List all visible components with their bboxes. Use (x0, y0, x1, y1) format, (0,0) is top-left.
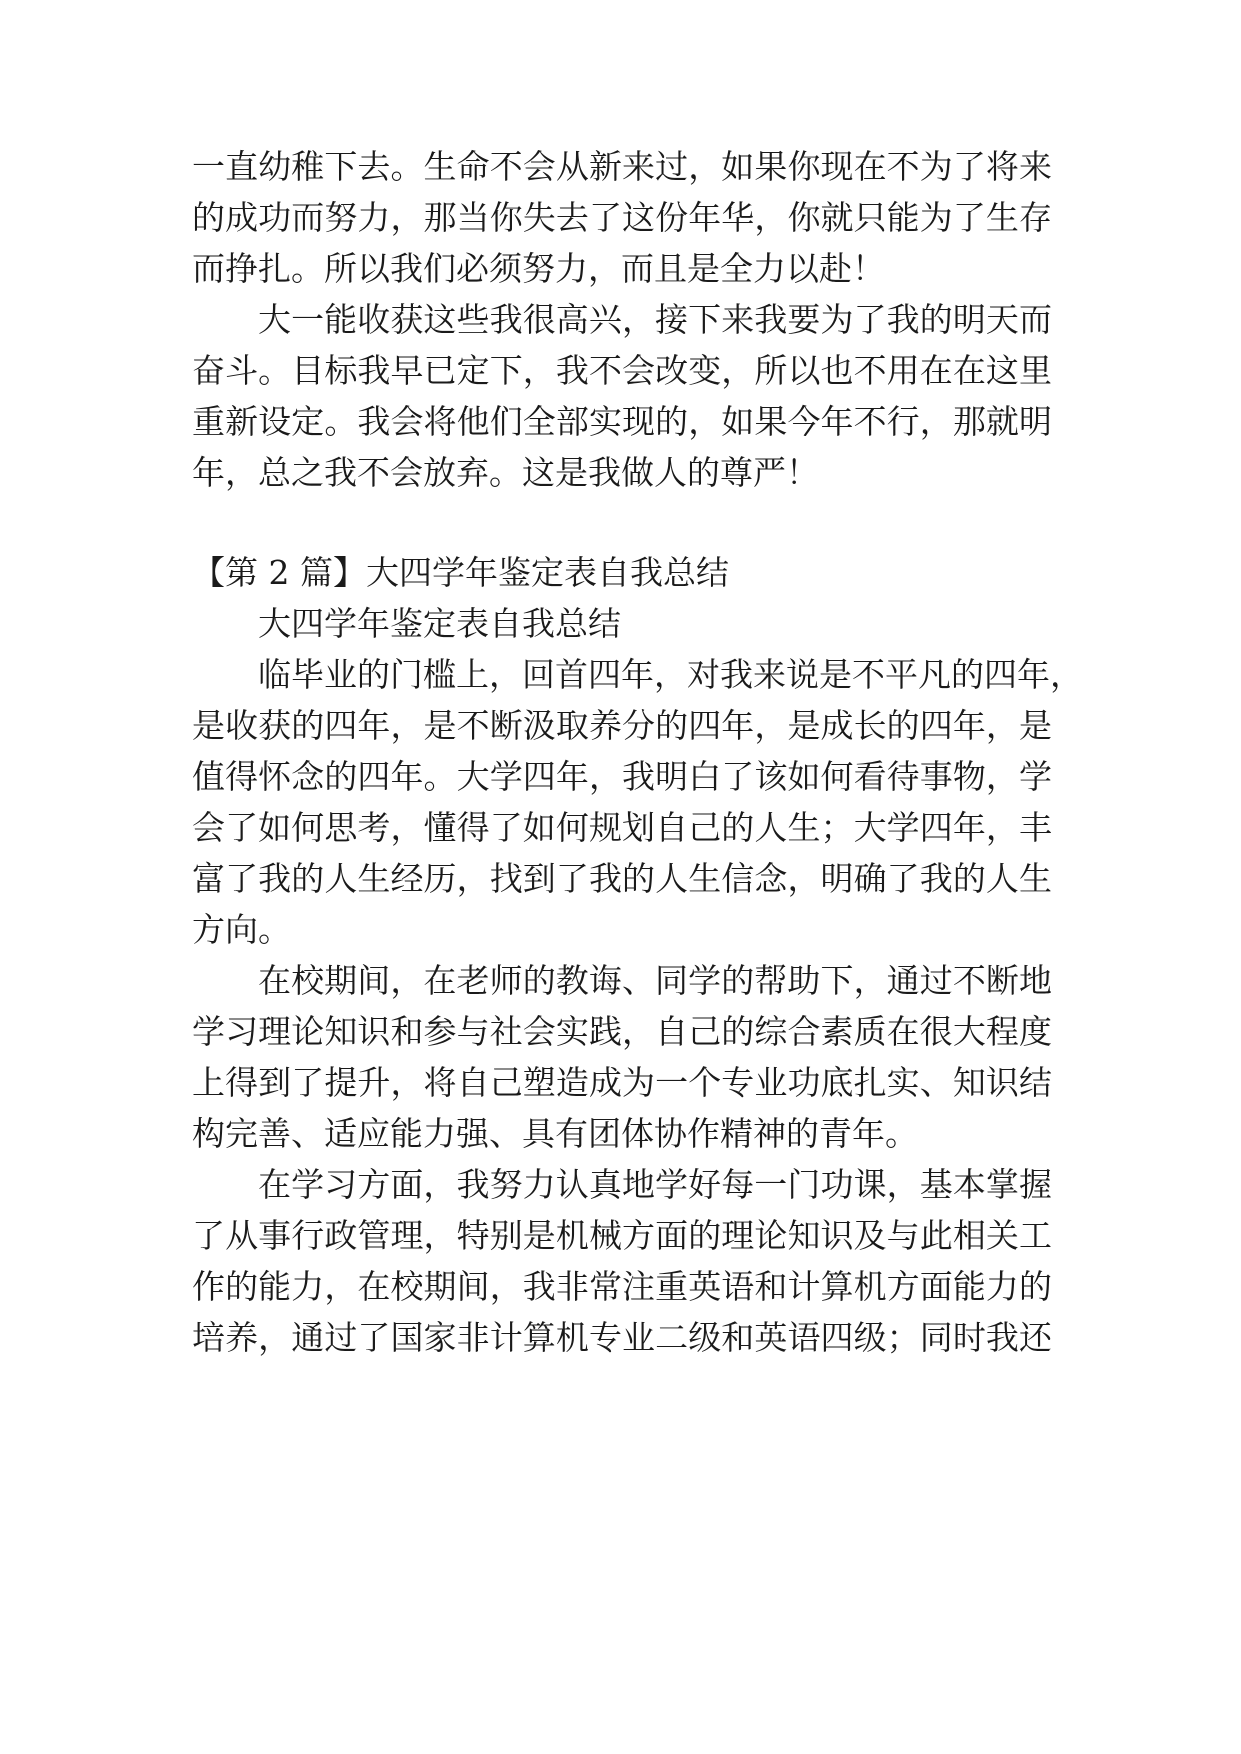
paragraph-line: 是收获的四年，是不断汲取养分的四年，是成长的四年，是 (192, 706, 1052, 745)
paragraph-line: 年，总之我不会放弃。这是我做人的尊严！ (192, 453, 819, 492)
paragraph-line: 富了我的人生经历，找到了我的人生信念，明确了我的人生 (192, 859, 1052, 898)
paragraph-line: 在学习方面，我努力认真地学好每一门功课，基本掌握 (258, 1165, 1052, 1204)
paragraph-line: 作的能力，在校期间，我非常注重英语和计算机方面能力的 (192, 1267, 1052, 1306)
subtitle: 大四学年鉴定表自我总结 (258, 604, 621, 643)
paragraph-line: 方向。 (192, 910, 291, 949)
paragraph-line: 了从事行政管理，特别是机械方面的理论知识及与此相关工 (192, 1216, 1052, 1255)
paragraph-line: 会了如何思考，懂得了如何规划自己的人生；大学四年，丰 (192, 808, 1052, 847)
paragraph-line: 一直幼稚下去。生命不会从新来过，如果你现在不为了将来 (192, 147, 1052, 186)
paragraph-line: 的成功而努力，那当你失去了这份年华，你就只能为了生存 (192, 198, 1052, 237)
paragraph-line: 培养，通过了国家非计算机专业二级和英语四级；同时我还 (192, 1318, 1052, 1357)
paragraph-line: 而挣扎。所以我们必须努力，而且是全力以赴！ (192, 249, 885, 288)
paragraph-line: 大一能收获这些我很高兴，接下来我要为了我的明天而 (258, 300, 1052, 339)
paragraph-line: 构完善、适应能力强、具有团体协作精神的青年。 (192, 1114, 918, 1153)
paragraph-line: 学习理论知识和参与社会实践，自己的综合素质在很大程度 (192, 1012, 1052, 1051)
paragraph-line: 奋斗。目标我早已定下，我不会改变，所以也不用在在这里 (192, 351, 1052, 390)
paragraph-line: 临毕业的门槛上，回首四年，对我来说是不平凡的四年， (258, 655, 1083, 694)
paragraph-line: 重新设定。我会将他们全部实现的，如果今年不行，那就明 (192, 402, 1052, 441)
section-heading: 【第 2 篇】大四学年鉴定表自我总结 (192, 553, 729, 592)
paragraph-line: 值得怀念的四年。大学四年，我明白了该如何看待事物，学 (192, 757, 1052, 796)
paragraph-line: 在校期间，在老师的教诲、同学的帮助下，通过不断地 (258, 961, 1052, 1000)
paragraph-line: 上得到了提升，将自己塑造成为一个专业功底扎实、知识结 (192, 1063, 1052, 1102)
